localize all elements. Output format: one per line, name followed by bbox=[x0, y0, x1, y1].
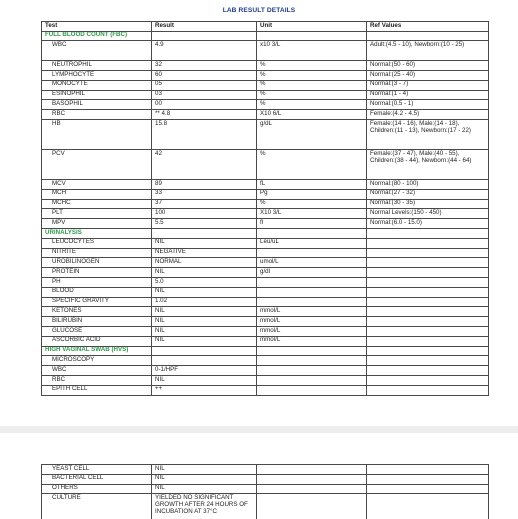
header-ref-values: Ref Values bbox=[367, 22, 489, 32]
table-row bbox=[42, 474, 489, 484]
ref-values-cell bbox=[367, 376, 489, 386]
result-cell: 03 bbox=[152, 90, 257, 100]
ref-values-cell bbox=[367, 366, 489, 376]
table-row bbox=[42, 90, 489, 100]
unit-cell bbox=[257, 366, 367, 376]
test-name-cell: MONOCYTE bbox=[42, 80, 152, 90]
test-name-cell: BACTERIAL CELL bbox=[42, 474, 152, 484]
test-name-cell: HB bbox=[42, 120, 152, 150]
unit-cell bbox=[257, 465, 367, 475]
table-row bbox=[42, 268, 489, 278]
unit-cell: X10 3/L bbox=[257, 209, 367, 219]
ref-values-cell bbox=[367, 385, 489, 395]
result-cell: 0-1/HPF bbox=[152, 366, 257, 376]
result-cell: 5.0 bbox=[152, 278, 257, 288]
result-cell: NIL bbox=[152, 465, 257, 475]
result-cell: NIL bbox=[152, 287, 257, 297]
unit-cell: % bbox=[257, 90, 367, 100]
unit-cell: mmol/L bbox=[257, 307, 367, 317]
table-row bbox=[42, 180, 489, 190]
test-name-cell: BILIRUBIN bbox=[42, 317, 152, 327]
test-name-cell: RBC bbox=[42, 110, 152, 120]
ref-values-cell bbox=[367, 258, 489, 268]
result-cell: NEGATIVE bbox=[152, 248, 257, 258]
table-row bbox=[42, 209, 489, 219]
unit-cell: g/dl bbox=[257, 268, 367, 278]
table-row bbox=[42, 238, 489, 248]
test-name-cell: MPV bbox=[42, 219, 152, 229]
unit-cell: mmol/L bbox=[257, 336, 367, 346]
ref-values-cell bbox=[367, 484, 489, 494]
table-row bbox=[42, 41, 489, 61]
unit-cell: % bbox=[257, 199, 367, 209]
ref-values-cell: Female:(14 - 16), Male:(14 - 18), Children:(11 - 13), Newborn:(17 - 22) bbox=[367, 120, 489, 150]
ref-values-cell: Normal:(25 - 40) bbox=[367, 71, 489, 81]
test-name-cell: LYMPHOCYTE bbox=[42, 71, 152, 81]
test-name-cell: EPITH CELL bbox=[42, 385, 152, 395]
result-cell: YIELDED NO SIGNIFICANT GROWTH AFTER 24 HOURS OF INCUBATION AT 37°C bbox=[152, 494, 257, 519]
result-cell bbox=[152, 356, 257, 366]
test-name-cell: LEUCOCYTES bbox=[42, 238, 152, 248]
section-row bbox=[42, 229, 489, 239]
table-header-row bbox=[42, 22, 489, 32]
test-name-cell: CULTURE bbox=[42, 494, 152, 519]
table-row bbox=[42, 336, 489, 346]
unit-cell bbox=[257, 287, 367, 297]
ref-values-cell bbox=[367, 278, 489, 288]
unit-cell bbox=[257, 356, 367, 366]
unit-cell: fl bbox=[257, 219, 367, 229]
header-result: Result bbox=[152, 22, 257, 32]
result-cell: 37 bbox=[152, 199, 257, 209]
table-row bbox=[42, 258, 489, 268]
result-cell: NIL bbox=[152, 327, 257, 337]
ref-values-cell bbox=[367, 494, 489, 519]
unit-cell: x10 3/L bbox=[257, 41, 367, 61]
unit-cell bbox=[257, 248, 367, 258]
unit-cell: % bbox=[257, 100, 367, 110]
table-row bbox=[42, 494, 489, 519]
unit-cell: umol/L bbox=[257, 258, 367, 268]
unit-cell: % bbox=[257, 80, 367, 90]
table-row bbox=[42, 71, 489, 81]
test-name-cell: MICROSCOPY bbox=[42, 356, 152, 366]
report-page-2 bbox=[12, 438, 506, 519]
section-row bbox=[42, 346, 489, 356]
table-row bbox=[42, 307, 489, 317]
unit-cell: g/dL bbox=[257, 120, 367, 150]
result-cell: 33 bbox=[152, 189, 257, 199]
table-body-continued bbox=[42, 465, 489, 519]
result-cell: NIL bbox=[152, 336, 257, 346]
table-row bbox=[42, 80, 489, 90]
test-name-cell: OTHERS bbox=[42, 484, 152, 494]
table-row bbox=[42, 110, 489, 120]
table-row bbox=[42, 376, 489, 386]
unit-cell: mmol/L bbox=[257, 327, 367, 337]
ref-values-cell: Normal Levels:(150 - 450) bbox=[367, 209, 489, 219]
empty-cell bbox=[257, 346, 367, 356]
test-name-cell: BASOPHIL bbox=[42, 100, 152, 110]
unit-cell bbox=[257, 297, 367, 307]
result-cell: 05 bbox=[152, 80, 257, 90]
ref-values-cell: Female:(4.2 - 4.5) bbox=[367, 110, 489, 120]
unit-cell: % bbox=[257, 61, 367, 71]
test-name-cell: MCV bbox=[42, 180, 152, 190]
result-cell: NIL bbox=[152, 317, 257, 327]
result-cell: NIL bbox=[152, 268, 257, 278]
ref-values-cell bbox=[367, 297, 489, 307]
empty-cell bbox=[367, 229, 489, 239]
table-row bbox=[42, 100, 489, 110]
ref-values-cell bbox=[367, 248, 489, 258]
test-name-cell: NEUTROPHIL bbox=[42, 61, 152, 71]
table-row bbox=[42, 219, 489, 229]
test-name-cell: UROBILINOGEN bbox=[42, 258, 152, 268]
page-separator bbox=[0, 426, 518, 433]
table-row bbox=[42, 317, 489, 327]
test-name-cell: RBC bbox=[42, 376, 152, 386]
ref-values-cell: Adult:(4.5 - 10), Newborn:(10 - 25) bbox=[367, 41, 489, 61]
test-name-cell: PH bbox=[42, 278, 152, 288]
empty-cell bbox=[367, 346, 489, 356]
test-name-cell: MCH bbox=[42, 189, 152, 199]
result-cell: NIL bbox=[152, 376, 257, 386]
ref-values-cell: Normal:(50 - 60) bbox=[367, 61, 489, 71]
ref-values-cell bbox=[367, 356, 489, 366]
result-cell: 60 bbox=[152, 71, 257, 81]
section-title: FULL BLOOD COUNT (FBC) bbox=[42, 31, 152, 41]
result-cell: 15.8 bbox=[152, 120, 257, 150]
test-name-cell: BLOOD bbox=[42, 287, 152, 297]
table-row bbox=[42, 189, 489, 199]
ref-values-cell bbox=[367, 317, 489, 327]
test-name-cell: PLT bbox=[42, 209, 152, 219]
result-cell: 89 bbox=[152, 180, 257, 190]
header-unit: Unit bbox=[257, 22, 367, 32]
test-name-cell: WBC bbox=[42, 366, 152, 376]
section-row bbox=[42, 31, 489, 41]
test-name-cell: KETONES bbox=[42, 307, 152, 317]
table-row bbox=[42, 61, 489, 71]
test-name-cell: WBC bbox=[42, 41, 152, 61]
result-cell: NORMAL bbox=[152, 258, 257, 268]
ref-values-cell: Normal:(6.0 - 15.0) bbox=[367, 219, 489, 229]
ref-values-cell: Female:(37 - 47), Male:(40 - 55), Children:(38 - 44), Newborn:(44 - 64) bbox=[367, 150, 489, 180]
table-row bbox=[42, 287, 489, 297]
result-cell: ++ bbox=[152, 385, 257, 395]
result-cell: 1.02 bbox=[152, 297, 257, 307]
empty-cell bbox=[152, 229, 257, 239]
lab-results-table bbox=[41, 21, 489, 396]
result-cell: 4.9 bbox=[152, 41, 257, 61]
lab-results-table-continued bbox=[41, 464, 489, 519]
ref-values-cell: Normal:(30 - 35) bbox=[367, 199, 489, 209]
table-row bbox=[42, 385, 489, 395]
result-cell: 100 bbox=[152, 209, 257, 219]
ref-values-cell bbox=[367, 287, 489, 297]
unit-cell: % bbox=[257, 71, 367, 81]
table-row bbox=[42, 465, 489, 475]
result-cell: 42 bbox=[152, 150, 257, 180]
unit-cell bbox=[257, 376, 367, 386]
result-cell: NIL bbox=[152, 238, 257, 248]
unit-cell: mmol/L bbox=[257, 317, 367, 327]
table-row bbox=[42, 366, 489, 376]
test-name-cell: PCV bbox=[42, 150, 152, 180]
table-row bbox=[42, 199, 489, 209]
result-cell: 32 bbox=[152, 61, 257, 71]
ref-values-cell bbox=[367, 465, 489, 475]
result-cell: NIL bbox=[152, 484, 257, 494]
unit-cell bbox=[257, 494, 367, 519]
unit-cell: Leu/uL bbox=[257, 238, 367, 248]
result-cell: NIL bbox=[152, 474, 257, 484]
ref-values-cell bbox=[367, 307, 489, 317]
unit-cell bbox=[257, 278, 367, 288]
test-name-cell: SPECIFIC GRAVITY bbox=[42, 297, 152, 307]
table-row bbox=[42, 356, 489, 366]
ref-values-cell: Normal:(27 - 32) bbox=[367, 189, 489, 199]
result-cell: 00 bbox=[152, 100, 257, 110]
empty-cell bbox=[367, 31, 489, 41]
empty-cell bbox=[152, 31, 257, 41]
test-name-cell: PROTEIN bbox=[42, 268, 152, 278]
ref-values-cell bbox=[367, 327, 489, 337]
table-row bbox=[42, 150, 489, 180]
ref-values-cell: Normal:(80 - 100) bbox=[367, 180, 489, 190]
table-body bbox=[42, 31, 489, 395]
test-name-cell: MCHC bbox=[42, 199, 152, 209]
table-row bbox=[42, 297, 489, 307]
result-cell: NIL bbox=[152, 307, 257, 317]
table-row bbox=[42, 484, 489, 494]
report-title: LAB RESULT DETAILS bbox=[222, 7, 296, 14]
unit-cell: Pg bbox=[257, 189, 367, 199]
report-page-1 bbox=[12, 0, 506, 418]
empty-cell bbox=[257, 229, 367, 239]
table-row bbox=[42, 278, 489, 288]
table-row bbox=[42, 120, 489, 150]
ref-values-cell: Normal:(0.5 - 1) bbox=[367, 100, 489, 110]
ref-values-cell bbox=[367, 238, 489, 248]
unit-cell: X10 6/L bbox=[257, 110, 367, 120]
empty-cell bbox=[152, 346, 257, 356]
result-cell: ** 4.8 bbox=[152, 110, 257, 120]
unit-cell bbox=[257, 385, 367, 395]
ref-values-cell bbox=[367, 268, 489, 278]
section-title: URINALYSIS bbox=[42, 229, 152, 239]
test-name-cell: ASCORBIC ACID bbox=[42, 336, 152, 346]
unit-cell: % bbox=[257, 150, 367, 180]
table-row bbox=[42, 248, 489, 258]
ref-values-cell: Normal:(1 - 4) bbox=[367, 90, 489, 100]
result-cell: 5.5 bbox=[152, 219, 257, 229]
empty-cell bbox=[257, 31, 367, 41]
ref-values-cell: Normal:(3 - 7) bbox=[367, 80, 489, 90]
unit-cell bbox=[257, 484, 367, 494]
ref-values-cell bbox=[367, 336, 489, 346]
test-name-cell: GLUCOSE bbox=[42, 327, 152, 337]
ref-values-cell bbox=[367, 474, 489, 484]
unit-cell: fL bbox=[257, 180, 367, 190]
table-row bbox=[42, 327, 489, 337]
section-title: HIGH VAGINAL SWAB (HVS) bbox=[42, 346, 152, 356]
test-name-cell: ESINOPHIL bbox=[42, 90, 152, 100]
unit-cell bbox=[257, 474, 367, 484]
test-name-cell: YEAST CELL bbox=[42, 465, 152, 475]
test-name-cell: NITRITE bbox=[42, 248, 152, 258]
header-test: Test bbox=[42, 22, 152, 32]
